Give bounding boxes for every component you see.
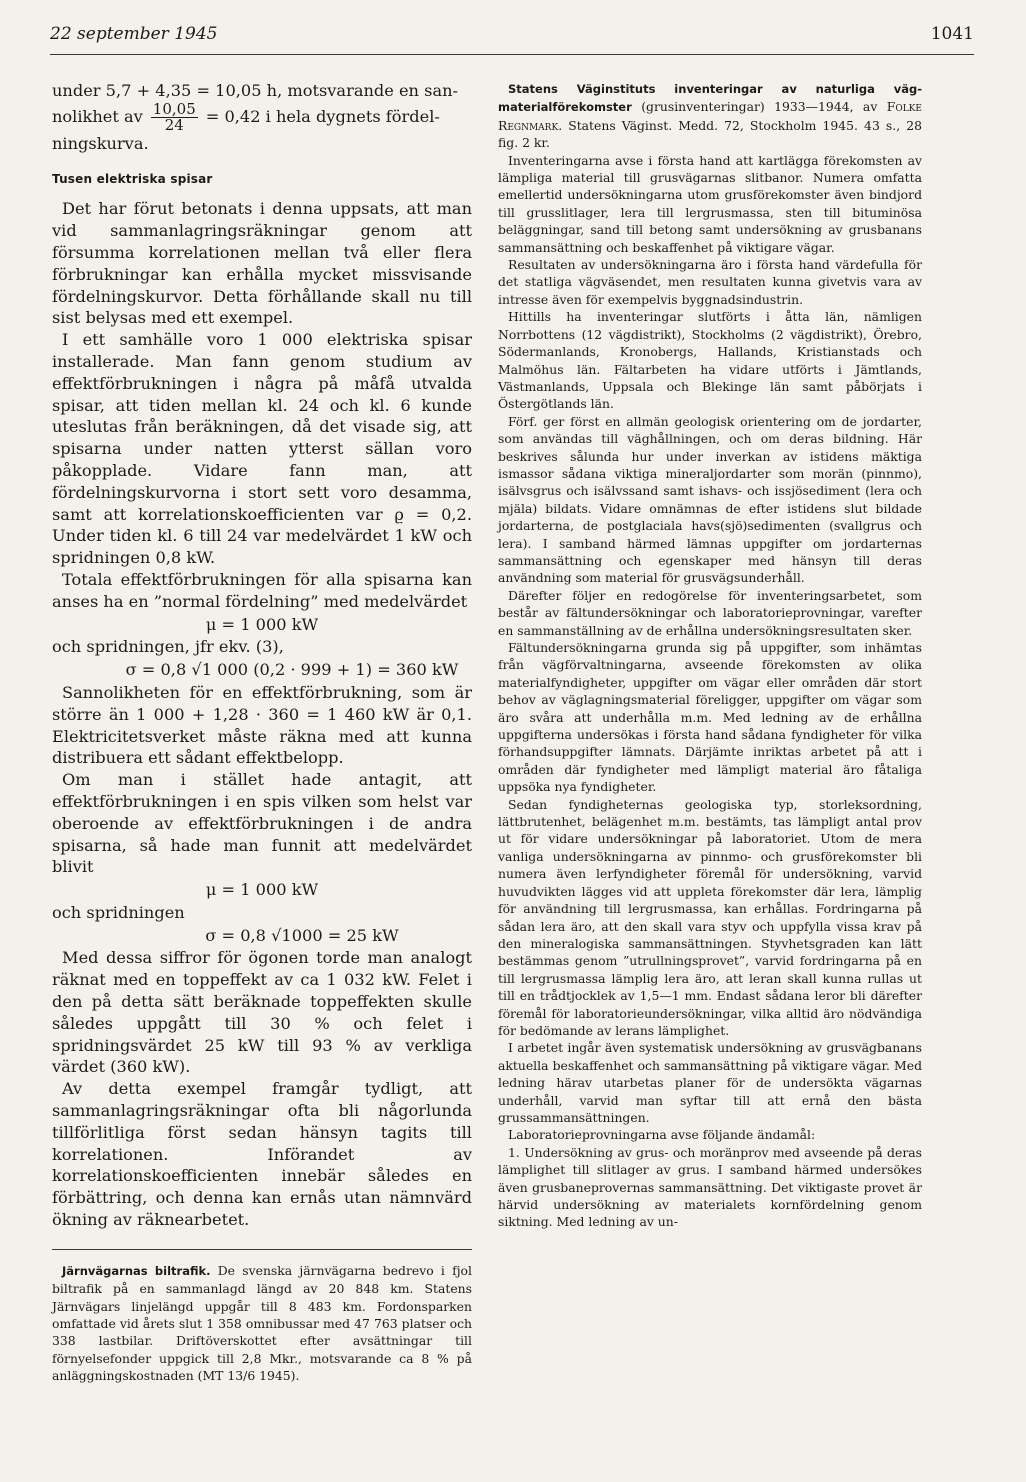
paragraph-4: och spridningen, jfr ekv. (3),	[52, 637, 284, 657]
review-title-rest: (grusinventeringar) 1933—1944, av	[641, 99, 878, 115]
review-title: Statens Väginstituts inventeringar av naturliga vägmaterialförekomster	[498, 82, 922, 115]
section-title: Tusen elektriska spisar	[52, 171, 213, 186]
page-number: 1041	[930, 24, 974, 44]
note-title: Järnvägarnas biltrafik.	[62, 1263, 211, 1278]
paragraph-5: Sannolikheten för en effektförbrukning, som är större än 1 000 + 1,28 · 360 = 1 460 kW är 0,1. Elektricitetsverket måste räkna med att kunna distribuera ett sådant effektbelopp.	[52, 682, 472, 768]
issue-date: 22 september 1945	[50, 24, 218, 44]
paragraph-9: Av detta exempel framgår tydligt, att sammanlagringsräkningar ofta bli någorlunda tillförlitliga först sedan hänsyn tagits till korrelationen. Införandet av korrelationskoefficienten innebär således en förbättring, och denna kan ernås utan nämnvärd ökning av räknearbetet.	[52, 1079, 472, 1230]
formula-spread-2: σ = 0,8 √1000 = 25 kW	[205, 925, 399, 945]
intro-prefix: nolikhet av	[52, 107, 143, 127]
review-paragraph: Förf. ger först en allmän geologisk orientering om de jordarter, som användas till väghållningen, och om deras bildning. Här beskrives sålunda hur under inverkan av istidens mäktiga ismassor sådana viktiga mineraljordarter som morän (pinnmo), isälvsgrus och isälvssand samt ishavs- och issjösediment (lera och mjäla) bildats. Vidare omnämnas de efter istidens slut bildade jordarterna, de postglaciala havs(sjö)sedimenten (svallgrus och lera). I samband härmed lämnas uppgifter om jordarternas sammansättning och egenskaper med hänsyn till deras användning som material för grusvägsunderhåll.	[498, 413, 922, 586]
fraction-denominator: 24	[164, 115, 184, 134]
paragraph-8: Med dessa siffror för ögonen torde man analogt räknat med en toppeffekt av ca 1 032 kW. Felet i den på detta sätt beräknade toppeffekten skulle således uppgått till 30 % och felet i spridningsvärdet 25 kW till 93 % av verkliga värdet (360 kW).	[52, 948, 472, 1077]
paragraph-2: I ett samhälle voro 1 000 elektriska spisar installerade. Man fann genom studium av effektförbrukningen i några på måfå utvalda spisar, att tiden mellan kl. 24 och kl. 6 kunde uteslutas från beräkningen, då det visade sig, att spisarna under natten ytterst sällan voro påkopplade. Vidare fann man, att fördelningskurvorna i stort sett voro desamma, samt att korrelationskoefficienten var ϱ = 0,2. Under tiden kl. 6 till 24 var medelvärdet 1 kW och spridningen 0,8 kW.	[52, 330, 472, 568]
railway-note	[52, 1262, 472, 1385]
review-paragraph: Sedan fyndigheternas geologiska typ, storleksordning, lättbrutenhet, belägenhet m.m. bestämts, tas lämpligt antal prov ut för vidare undersökningar på laboratoriet. Utom de mera vanliga undersökningarna av pinnmo- och grusförekomster bli numera även lerfyndigheter föremål för undersökning, varvid huvudvikten lägges vid att uppleta förekomster där lera, lämplig för användning till lergrusmassa, kan erhållas. Fordringarna på sådan lera äro, att den skall vara styv och uppfylla vissa krav på den mineralogiska sammansättningen. Styvhetsgraden kan lätt bestämmas genom ”utrullningsprovet”, varvid fordringarna på en till lergrusmassa lämplig lera äro, att leran skall kunna rullas ut till en trådtjocklek av 1,5—1 mm. Endast sådana leror bli därefter föremål för laboratorieundersökningar, vilka alltid äro nödvändiga för bedömande av lerans lämplighet.	[498, 796, 922, 1038]
fraction-numerator: 10,05	[152, 99, 196, 118]
note-body: De svenska järnvägarna bedrevo i fjol biltrafik på en sammanlagd längd av 20 848 km. Statens Järnvägars linjelängd uppgår till 8 483 km. Fordonsparken omfattade vid årets slut 1 358 omnibussar med 47 763 platser och 338 lastbilar. Driftöverskottet efter avsättningar till förnyelsefonder uppgick till 2,8 Mkr., motsvarande ca 8 % på anläggningskostnaden (MT 13/6 1945).	[52, 1262, 472, 1384]
paragraph-7: och spridningen	[52, 902, 185, 922]
page-header	[50, 18, 974, 55]
review-reference: . Statens Väginst. Medd. 72, Stockholm 1945. 43 s., 28 fig. 2 kr.	[498, 117, 922, 151]
review-paragraph: 1. Undersökning av grus- och moränprov med avseende på deras lämplighet till slitlager av grus. I samband härmed undersökes även grusbaneprovernas sammansättning. Det viktigaste provet är härvid undersökning av materialets kornfördelning genom siktning. Med ledning av un-	[498, 1144, 922, 1230]
left-column	[52, 80, 472, 1385]
formula-mean-2: μ = 1 000 kW	[205, 880, 319, 900]
probability-fraction-line	[52, 99, 472, 134]
review-paragraph: Inventeringarna avse i första hand att kartlägga förekomsten av lämpliga material till grusvägarnas slitbanor. Numera omfatta emellertid undersökningarna utom grusförekomster även bindjord till grusslitlager, lera till lergrusmassa, sten till bituminösa beläggningar, sand till betong samt undersökning av grusbanans sammansättning och beskaffenhet på viktigare vägar.	[498, 152, 922, 255]
review-author: Folke Regnmark	[498, 99, 922, 133]
paragraph-6: Om man i stället hade antagit, att effektförbrukningen i en spis vilken som helst var oberoende av effektförbrukningen i de andra spisarna, så hade man funnit att medelvärdet blivit	[52, 770, 472, 877]
right-column	[498, 80, 922, 1231]
fraction	[151, 99, 198, 134]
review-paragraph: Fältundersökningarna grunda sig på uppgifter, som inhämtas från vägförvaltningarna, avseende förekomsten av olika materialfyndigheter, uppgifter om vägar eller områden där stort behov av väglagningsmaterial föreligger, uppgifter om vägar som äro svåra att underhålla m.m. Med ledning av de erhållna uppgifterna undersökas i första hand sådana fyndigheter för vilka förhandsuppgifter lämnats. Därjämte inriktas arbetet på att i områden där fyndigheter med lämpligt material äro fåtaliga uppsöka nya fyndigheter.	[498, 640, 922, 795]
paragraph-1: Det har förut betonats i denna uppsats, att man vid sammanlagringsräkningar genom att försumma korrelationen mellan två eller flera förbrukningar kan erhålla mycket missvisande fördelningskurvor. Detta förhållande skall nu till sist belysas med ett exempel.	[52, 199, 472, 328]
review-heading	[498, 80, 922, 152]
divider	[52, 1249, 472, 1250]
intro-suffix: = 0,42 i hela dygnets fördel-	[205, 107, 440, 127]
review-paragraph: Laboratorieprovningarna avse följande ändamål:	[508, 1127, 816, 1143]
review-paragraph: Hittills ha inventeringar slutförts i åtta län, nämligen Norrbottens (12 vägdistrikt), Stockholms (2 vägdistrikt), Örebro, Södermanlands, Kronobergs, Hallands, Kristianstads och Malmöhus län. Fältarbeten ha vidare utförts i Jämtlands, Västmanlands, Uppsala och Blekinge län samt påbörjats i Östergötlands län.	[498, 309, 922, 412]
intro-line-3: ningskurva.	[52, 133, 149, 153]
review-paragraph: Därefter följer en redogörelse för inventeringsarbetet, som består av fältundersökningar och laboratorieprovningar, varefter en sammanställning av de erhållna undersökningsresultaten sker.	[498, 587, 922, 638]
intro-line-1: under 5,7 + 4,35 = 10,05 h, motsvarande en san-	[52, 81, 458, 100]
review-paragraph: I arbetet ingår även systematisk undersökning av grusvägbanans aktuella beskaffenhet och sammansättning på viktigare vägar. Med ledning härav utarbetas planer för de undersökta vägarnas underhåll, varvid man syftar till att ernå den bästa grussammansättningen.	[498, 1040, 922, 1125]
formula-mean-1: μ = 1 000 kW	[205, 614, 319, 634]
paragraph-3: Totala effektförbrukningen för alla spisarna kan anses ha en ”normal fördelning” med medelvärdet	[52, 569, 472, 611]
formula-spread-1: σ = 0,8 √1 000 (0,2 · 999 + 1) = 360 kW	[125, 660, 459, 680]
review-paragraph: Resultaten av undersökningarna äro i första hand värdefulla för det statliga vägväsendet, men resultaten kunna givetvis vara av intresse även för exempelvis byggnadsindustrin.	[498, 257, 922, 307]
